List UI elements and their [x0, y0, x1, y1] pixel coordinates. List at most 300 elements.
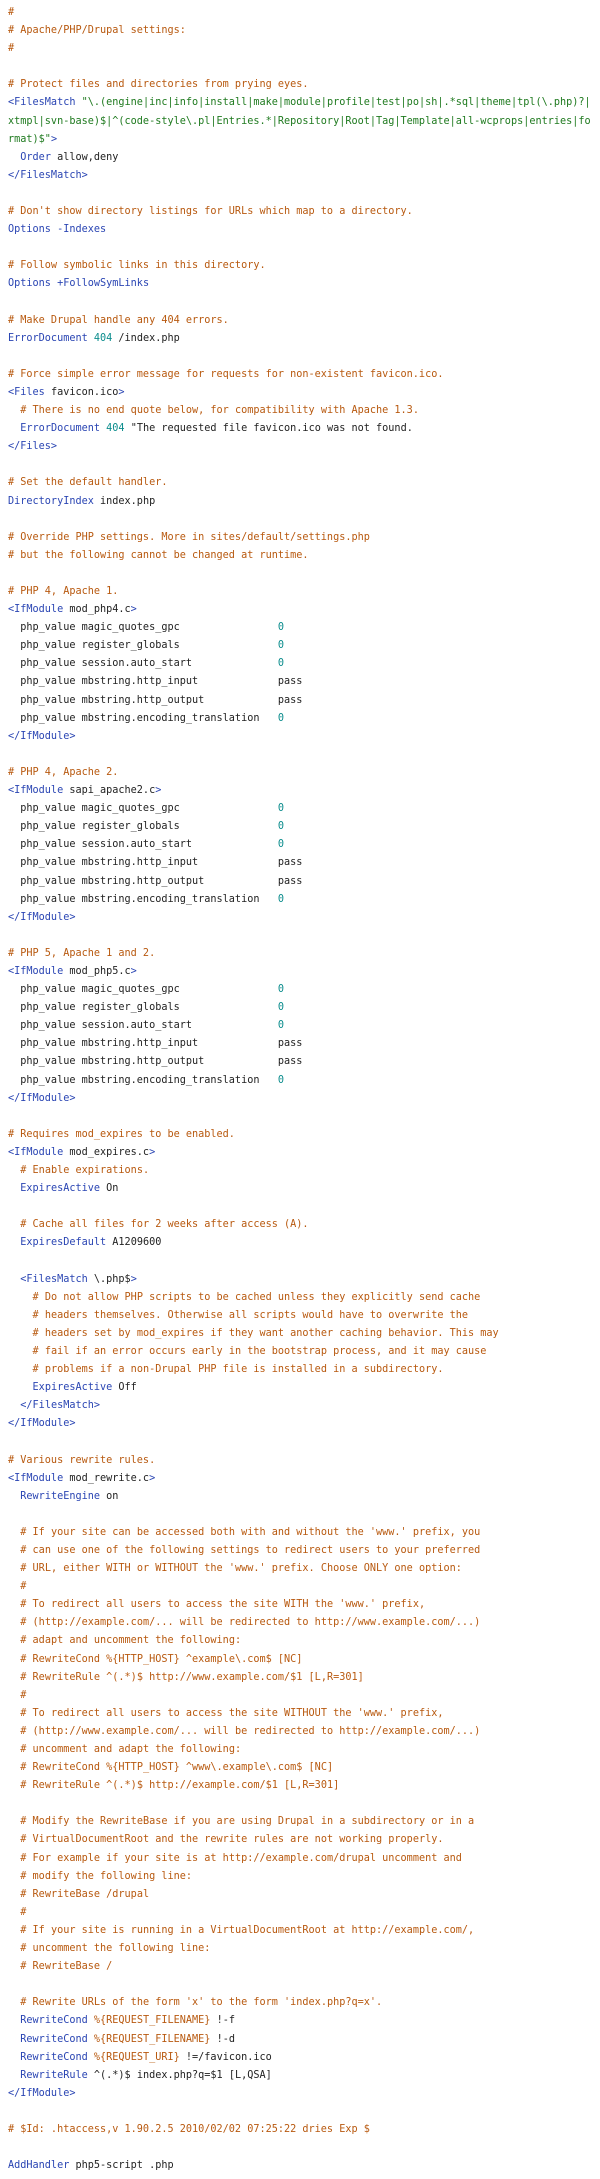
- code-line: [8, 474, 592, 492]
- blank-line: [8, 1433, 592, 1451]
- text-token: php_value session.auto_start: [8, 839, 278, 851]
- comment-token: # Rewrite URLs of the form 'x' to the form 'index.php?q=x'.: [20, 1997, 383, 2009]
- code-line: [8, 4, 592, 22]
- number-token: 0: [277, 803, 285, 815]
- code-line: [8, 257, 592, 275]
- text-token: php_value mbstring.http_input pass: [8, 1038, 303, 1050]
- comment-token: # PHP 5, Apache 1 and 2.: [8, 947, 156, 959]
- text-token: php_value mbstring.encoding_translation: [8, 1074, 278, 1086]
- text-token: [8, 1183, 20, 1194]
- text-token: [8, 1346, 33, 1357]
- text-token: [8, 1726, 20, 1737]
- code-line: [8, 692, 592, 710]
- directive-token: RewriteCond: [20, 2015, 88, 2027]
- code-line: [8, 1488, 592, 1506]
- code-line: [8, 275, 592, 293]
- comment-token: # To redirect all users to access the site WITHOUT the 'www.' prefix,: [20, 1707, 444, 1719]
- code-line: [8, 1651, 592, 1669]
- comment-token: # fail if an error occurs early in the bootstrap process, and it may cause: [32, 1345, 487, 1357]
- code-line: [8, 1090, 592, 1108]
- comment-token: # Force simple error message for requests for non-existent favicon.ico.: [8, 368, 444, 380]
- text-token: allow,deny: [50, 151, 119, 163]
- text-token: php_value register_globals: [8, 1002, 278, 1014]
- text-token: mod_rewrite.c: [63, 1472, 150, 1484]
- code-line: [8, 203, 592, 221]
- text-token: on: [100, 1490, 119, 1502]
- number-token: 0: [277, 839, 285, 851]
- blank-line: [8, 927, 592, 945]
- tag-token: <IfModule: [8, 1472, 64, 1484]
- tag-token: </IfModule>: [8, 911, 76, 923]
- text-token: [8, 1654, 20, 1665]
- code-line: [8, 547, 592, 565]
- text-token: [8, 1943, 20, 1954]
- comment-token: # There is no end quote below, for compatibility with Apache 1.3.: [20, 405, 419, 417]
- code-line: [8, 1994, 592, 2012]
- code-line: [8, 1542, 592, 1560]
- comment-token: # To redirect all users to access the site WITH the 'www.' prefix,: [20, 1599, 426, 1611]
- code-line: [8, 1868, 592, 1886]
- blank-line: [8, 294, 592, 312]
- comment-token: # Set the default handler.: [8, 477, 168, 489]
- text-token: php_value mbstring.http_output pass: [8, 875, 303, 887]
- code-line: [8, 1922, 592, 1940]
- text-token: php_value magic_quotes_gpc: [8, 622, 278, 634]
- code-line: [8, 619, 592, 637]
- text-token: php_value session.auto_start: [8, 658, 278, 670]
- comment-token: # For example if your site is at http://example.com/drupal uncomment and: [20, 1852, 462, 1864]
- text-token: php_value magic_quotes_gpc: [8, 803, 278, 815]
- comment-token: # $Id: .htaccess,v 1.90.2.5 2010/02/02 07:25:22 dries Exp $: [8, 2123, 370, 2135]
- blank-line: [8, 348, 592, 366]
- code-line: [8, 999, 592, 1017]
- blank-line: [8, 1198, 592, 1216]
- code-line: [8, 2085, 592, 2103]
- comment-token: # RewriteBase /: [20, 1961, 113, 1973]
- text-token: php_value register_globals: [8, 821, 278, 833]
- comment-token: # modify the following line:: [20, 1870, 193, 1882]
- code-line: [8, 312, 592, 330]
- text-token: [8, 1780, 20, 1791]
- text-token: A1209600: [106, 1237, 162, 1249]
- code-line: [8, 1578, 592, 1596]
- text-token: [8, 1491, 20, 1502]
- code-line: [8, 22, 592, 40]
- comment-token: # headers set by mod_expires if they want another caching behavior. This may: [32, 1327, 499, 1339]
- blank-line: [8, 239, 592, 257]
- code-line: [8, 1162, 592, 1180]
- comment-token: # Various rewrite rules.: [8, 1454, 156, 1466]
- text-token: [8, 1599, 20, 1610]
- code-line: [8, 2049, 592, 2067]
- text-token: [8, 1853, 20, 1864]
- number-token: 0: [277, 893, 285, 905]
- code-line: [8, 2121, 592, 2139]
- text-token: [8, 1617, 20, 1628]
- comment-token: # Apache/PHP/Drupal settings:: [8, 25, 186, 37]
- code-line: [8, 909, 592, 927]
- code-line: [8, 1632, 592, 1650]
- tag-token: <IfModule: [8, 1146, 64, 1158]
- text-token: [8, 1165, 20, 1176]
- number-token: 0: [277, 622, 285, 634]
- text-token: [8, 1310, 33, 1321]
- text-token: !=/favicon.ico: [179, 2051, 272, 2063]
- text-token: [8, 1907, 20, 1918]
- comment-token: # Override PHP settings. More in sites/default/settings.php: [8, 531, 370, 543]
- code-line: [8, 655, 592, 673]
- tag-token: <Files: [8, 386, 45, 398]
- text-token: [8, 423, 20, 434]
- comment-token: # PHP 4, Apache 2.: [8, 766, 119, 778]
- comment-token: # adapt and uncomment the following:: [20, 1635, 242, 1647]
- blank-line: [8, 746, 592, 764]
- tag-token: </IfModule>: [8, 2087, 76, 2099]
- code-line: [8, 167, 592, 185]
- comment-token: #: [8, 43, 15, 55]
- code-line: [8, 1669, 592, 1687]
- blank-line: [8, 1506, 592, 1524]
- directive-token: -Indexes: [57, 224, 107, 236]
- directive-token: +FollowSymLinks: [57, 278, 150, 290]
- text-token: [8, 1563, 20, 1574]
- text-token: [8, 1527, 20, 1538]
- tag-token: >: [118, 386, 125, 398]
- text-token: mod_expires.c: [63, 1146, 150, 1158]
- code-line: [8, 601, 592, 619]
- text-token: ^(.*)$ index.php?q=$1 [L,QSA]: [87, 2069, 272, 2081]
- code-line: [8, 1072, 592, 1090]
- blank-line: [8, 511, 592, 529]
- code-line: [8, 40, 592, 58]
- number-token: 0: [277, 1020, 285, 1032]
- code-line: [8, 764, 592, 782]
- code-line: [8, 1415, 592, 1433]
- tag-token: </Files>: [8, 441, 58, 453]
- code-line: [8, 493, 592, 511]
- text-token: !-f: [210, 2015, 235, 2027]
- blank-line: [8, 456, 592, 474]
- code-line: [8, 710, 592, 728]
- comment-token: # but the following cannot be changed at runtime.: [8, 549, 309, 561]
- text-token: [8, 152, 20, 163]
- text-token: [8, 1889, 20, 1900]
- text-token: mod_php4.c: [63, 604, 131, 616]
- code-line: [8, 1705, 592, 1723]
- comment-token: # Requires mod_expires to be enabled.: [8, 1128, 235, 1140]
- tag-token: >: [130, 1273, 137, 1285]
- code-line: [8, 330, 592, 348]
- code-line: [8, 2157, 592, 2175]
- comment-token: #: [20, 1581, 27, 1593]
- comment-token: # RewriteCond %{HTTP_HOST} ^example\.com$ [NC]: [20, 1653, 303, 1665]
- tag-token: >: [130, 604, 137, 616]
- text-token: [8, 1237, 20, 1248]
- text-token: [8, 1581, 20, 1592]
- text-token: Off: [112, 1382, 137, 1394]
- comment-token: # RewriteBase /drupal: [20, 1888, 150, 1900]
- code-line: [8, 637, 592, 655]
- code-line: [8, 583, 592, 601]
- tag-token: <IfModule: [8, 785, 64, 797]
- text-token: php_value magic_quotes_gpc: [8, 984, 278, 996]
- code-line: [8, 402, 592, 420]
- comment-token: # Make Drupal handle any 404 errors.: [8, 314, 229, 326]
- comment-token: # uncomment the following line:: [20, 1943, 211, 1955]
- comment-token: %{REQUEST_FILENAME}: [93, 2015, 211, 2027]
- text-token: [8, 1997, 20, 2008]
- code-line: [8, 529, 592, 547]
- text-token: [8, 1672, 20, 1683]
- text-token: [8, 1816, 20, 1827]
- text-token: index.php: [93, 495, 156, 507]
- directive-token: ErrorDocument: [20, 423, 101, 435]
- code-line: [8, 673, 592, 691]
- code-line: [8, 94, 592, 148]
- number-token: 0: [277, 984, 285, 996]
- text-token: [8, 1690, 20, 1701]
- code-line: [8, 1289, 592, 1307]
- code-line: [8, 1777, 592, 1795]
- number-token: 404: [93, 332, 113, 344]
- text-token: php_value register_globals: [8, 640, 278, 652]
- code-line: [8, 1741, 592, 1759]
- comment-token: # (http://example.com/... will be redirected to http://www.example.com/...): [20, 1617, 481, 1629]
- code-line: [8, 1361, 592, 1379]
- comment-token: # problems if a non-Drupal PHP file is installed in a subdirectory.: [32, 1364, 444, 1376]
- tag-token: </IfModule>: [8, 1092, 76, 1104]
- comment-token: # RewriteRule ^(.*)$ http://example.com/$1 [L,R=301]: [20, 1780, 340, 1792]
- comment-token: # Follow symbolic links in this directory.: [8, 260, 266, 272]
- directive-token: AddHandler: [8, 2160, 70, 2172]
- code-line: [8, 2067, 592, 2085]
- text-token: php_value mbstring.http_output pass: [8, 694, 303, 706]
- blank-line: [8, 565, 592, 583]
- code-line: [8, 1397, 592, 1415]
- code-line: [8, 1307, 592, 1325]
- comment-token: # (http://www.example.com/... will be redirected to http://example.com/...): [20, 1725, 481, 1737]
- text-token: [8, 1708, 20, 1719]
- text-token: [8, 1635, 20, 1646]
- tag-token: <IfModule: [8, 965, 64, 977]
- code-line: [8, 873, 592, 891]
- comment-token: # uncomment and adapt the following:: [20, 1744, 242, 1755]
- code-line: [8, 1886, 592, 1904]
- text-token: [8, 1382, 33, 1393]
- comment-token: # URL, either WITH or WITHOUT the 'www.' prefix. Choose ONLY one option:: [20, 1563, 462, 1575]
- text-token: php_value mbstring.encoding_translation: [8, 712, 278, 724]
- code-line: [8, 1379, 592, 1397]
- tag-token: <FilesMatch: [8, 97, 82, 109]
- code-line: [8, 438, 592, 456]
- directive-token: Options: [8, 224, 51, 236]
- code-line: [8, 1216, 592, 1234]
- text-token: [8, 1961, 20, 1972]
- code-line: [8, 945, 592, 963]
- directive-token: ExpiresActive: [20, 1183, 101, 1195]
- blank-line: [8, 1252, 592, 1270]
- text-token: [8, 1292, 33, 1303]
- number-token: 0: [277, 712, 285, 724]
- text-token: [8, 405, 20, 416]
- tag-token: <FilesMatch: [20, 1273, 88, 1285]
- code-line: [8, 1759, 592, 1777]
- text-token: sapi_apache2.c: [63, 785, 156, 797]
- code-line: [8, 1723, 592, 1741]
- code-line: [8, 981, 592, 999]
- code-line: [8, 854, 592, 872]
- blank-line: [8, 185, 592, 203]
- tag-token: >: [149, 1146, 156, 1158]
- code-line: [8, 728, 592, 746]
- text-token: /index.php: [112, 332, 180, 344]
- text-token: "The requested file favicon.ico was not found.: [124, 423, 413, 435]
- directive-token: ExpiresDefault: [20, 1237, 107, 1249]
- text-token: [8, 1762, 20, 1773]
- number-token: 0: [277, 821, 285, 833]
- tag-token: </IfModule>: [8, 730, 76, 742]
- code-line: [8, 1017, 592, 1035]
- code-line: [8, 1271, 592, 1289]
- code-line: [8, 1053, 592, 1071]
- comment-token: #: [20, 1906, 27, 1918]
- code-line: [8, 1614, 592, 1632]
- directive-token: RewriteCond: [20, 2033, 88, 2045]
- directive-token: ExpiresActive: [32, 1382, 113, 1394]
- text-token: php5-script .php: [69, 2160, 174, 2172]
- code-line: [8, 1958, 592, 1976]
- code-line: [8, 384, 592, 402]
- text-token: [8, 2034, 20, 2045]
- blank-line: [8, 2139, 592, 2157]
- directive-token: Options: [8, 278, 51, 290]
- tag-token: </IfModule>: [8, 1418, 76, 1430]
- comment-token: # Don't show directory listings for URLs which map to a directory.: [8, 206, 413, 218]
- code-line: [8, 1452, 592, 1470]
- text-token: [8, 1364, 33, 1375]
- code-line: [8, 1596, 592, 1614]
- tag-token: </FilesMatch>: [8, 169, 88, 181]
- code-line: [8, 836, 592, 854]
- code-line: [8, 1831, 592, 1849]
- tag-token: >: [149, 1472, 156, 1484]
- code-line: [8, 1180, 592, 1198]
- comment-token: # If your site is running in a VirtualDocumentRoot at http://example.com/,: [20, 1924, 475, 1936]
- code-line: [8, 1234, 592, 1252]
- code-line: [8, 76, 592, 94]
- comment-token: %{REQUEST_FILENAME}: [93, 2033, 211, 2045]
- code-line: [8, 149, 592, 167]
- text-token: [8, 2015, 20, 2026]
- code-line: [8, 1524, 592, 1542]
- text-token: [8, 1925, 20, 1936]
- code-line: [8, 1687, 592, 1705]
- comment-token: # RewriteCond %{HTTP_HOST} ^www\.example\.com$ [NC]: [20, 1762, 334, 1774]
- text-token: [8, 2052, 20, 2063]
- code-line: [8, 1940, 592, 1958]
- blank-line: [8, 2103, 592, 2121]
- comment-token: # can use one of the following settings to redirect users to your preferred: [20, 1544, 481, 1556]
- comment-token: # Do not allow PHP scripts to be cached unless they explicitly send cache: [32, 1291, 481, 1303]
- text-token: On: [100, 1183, 119, 1195]
- text-token: php_value mbstring.http_output pass: [8, 1056, 303, 1068]
- directive-token: DirectoryIndex: [8, 495, 94, 507]
- code-line: [8, 221, 592, 239]
- text-token: [8, 1545, 20, 1556]
- comment-token: # Enable expirations.: [20, 1165, 150, 1176]
- comment-token: # Cache all files for 2 weeks after access (A).: [20, 1219, 309, 1231]
- number-token: 0: [277, 658, 285, 670]
- text-token: \.php$: [87, 1273, 131, 1285]
- code-line: [8, 366, 592, 384]
- tag-token: <IfModule: [8, 604, 64, 616]
- code-line: [8, 891, 592, 909]
- blank-line: [8, 1795, 592, 1813]
- string-token: "\.(engine|inc|info|install|make|module|profile|test|po|sh|.*sql|theme|tpl(\.php)?|xtmpl|svn-base)$|^(code-style\.pl|Entries.*|Repository|Root|Tag|Template|all-wcprops|entries|format)$": [8, 97, 591, 145]
- code-line: [8, 1813, 592, 1831]
- blank-line: [8, 1976, 592, 1994]
- code-line: [8, 420, 592, 438]
- comment-token: # PHP 4, Apache 1.: [8, 586, 119, 597]
- text-token: !-d: [210, 2033, 235, 2045]
- code-line: [8, 963, 592, 981]
- comment-token: # VirtualDocumentRoot and the rewrite rules are not working properly.: [20, 1834, 444, 1846]
- tag-token: >: [155, 785, 162, 797]
- code-line: [8, 782, 592, 800]
- number-token: 0: [277, 1074, 285, 1086]
- blank-line: [8, 58, 592, 76]
- comment-token: # If your site can be accessed both with and without the 'www.' prefix, you: [20, 1526, 481, 1538]
- text-token: php_value mbstring.encoding_translation: [8, 893, 278, 905]
- text-token: php_value mbstring.http_input pass: [8, 676, 303, 688]
- code-line: [8, 1904, 592, 1922]
- code-line: [8, 1126, 592, 1144]
- code-line: [8, 2031, 592, 2049]
- directive-token: RewriteEngine: [20, 1490, 101, 1502]
- code-line: [8, 1850, 592, 1868]
- text-token: [8, 1744, 20, 1755]
- code-line: [8, 1343, 592, 1361]
- comment-token: #: [20, 1689, 27, 1701]
- tag-token: >: [130, 965, 137, 977]
- comment-token: # Modify the RewriteBase if you are using Drupal in a subdirectory or in a: [20, 1816, 475, 1828]
- text-token: php_value mbstring.http_input pass: [8, 857, 303, 869]
- number-token: 404: [106, 423, 125, 435]
- text-token: favicon.ico: [44, 386, 119, 398]
- text-token: [8, 1834, 20, 1845]
- text-token: [8, 1274, 20, 1285]
- code-line: [8, 2012, 592, 2030]
- comment-token: #: [8, 7, 15, 18]
- number-token: 0: [277, 1002, 285, 1014]
- text-token: [8, 1400, 20, 1411]
- code-line: [8, 1560, 592, 1578]
- text-token: mod_php5.c: [63, 965, 131, 977]
- text-token: [8, 1219, 20, 1230]
- directive-token: Order: [20, 151, 51, 163]
- directive-token: RewriteCond: [20, 2051, 88, 2063]
- text-token: [8, 1328, 33, 1339]
- tag-token: >: [50, 133, 58, 145]
- tag-token: </FilesMatch>: [20, 1400, 101, 1412]
- comment-token: %{REQUEST_URI}: [93, 2051, 180, 2063]
- comment-token: # Protect files and directories from prying eyes.: [8, 79, 309, 91]
- code-line: [8, 818, 592, 836]
- directive-token: RewriteRule: [20, 2069, 88, 2081]
- comment-token: # RewriteRule ^(.*)$ http://www.example.com/$1 [L,R=301]: [20, 1671, 364, 1683]
- code-line: [8, 1035, 592, 1053]
- code-line: [8, 1325, 592, 1343]
